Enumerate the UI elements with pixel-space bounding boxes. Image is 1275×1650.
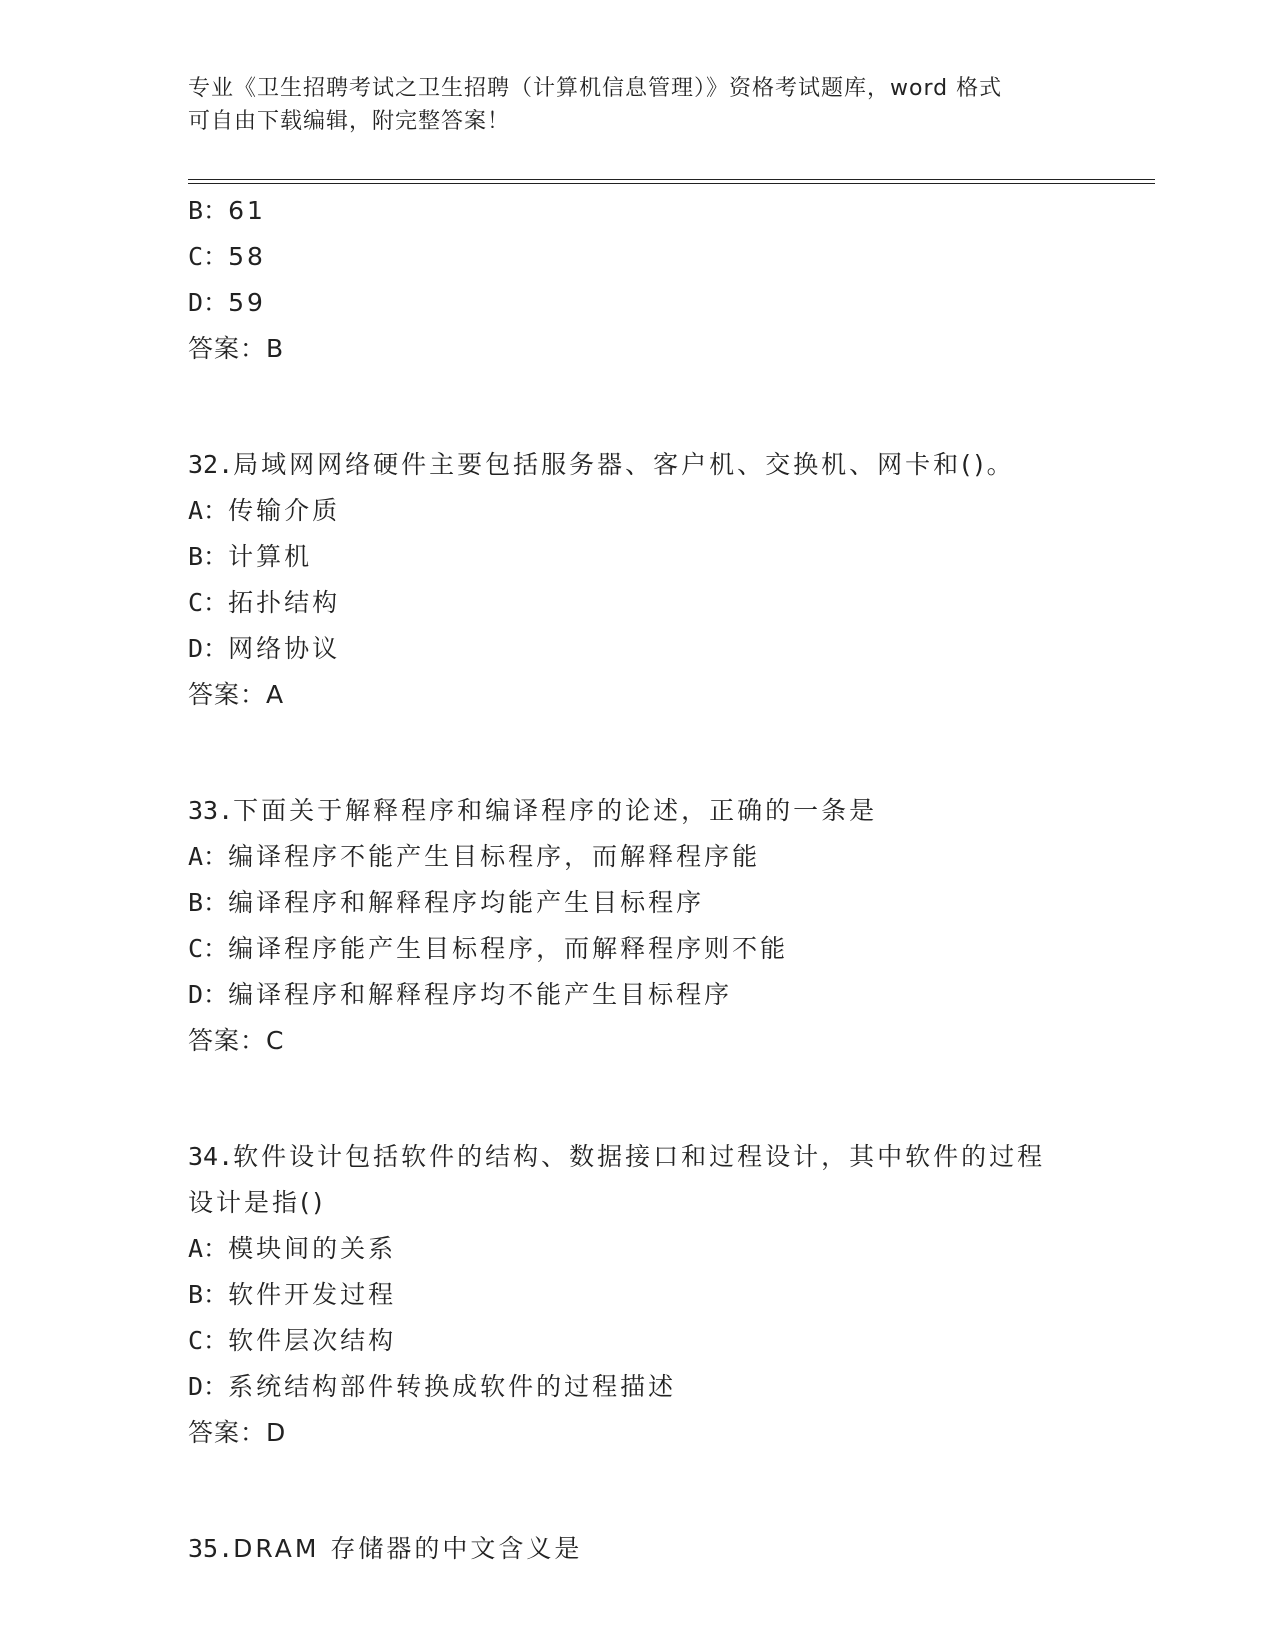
option-b: B：计算机 [188,542,313,571]
option-d: D：59 [188,288,266,317]
option-b: B：软件开发过程 [188,1280,397,1309]
answer-line: 答案：C [188,1026,285,1055]
option-d: D：系统结构部件转换成软件的过程描述 [188,1372,677,1401]
header-line-2: 可自由下载编辑，附完整答案！ [188,109,511,134]
option-a: A：传输介质 [188,496,341,525]
question-34-text-continued: 设计是指() [188,1188,326,1217]
option-c: C：软件层次结构 [188,1326,397,1355]
option-c: C：58 [188,242,266,271]
question-35-text: 35.DRAM 存储器的中文含义是 [188,1534,583,1563]
header-divider-top [188,179,1155,180]
option-c: C：编译程序能产生目标程序，而解释程序则不能 [188,934,789,963]
option-d: D：编译程序和解释程序均不能产生目标程序 [188,980,733,1009]
question-32-text: 32.局域网网络硬件主要包括服务器、客户机、交换机、网卡和()。 [188,450,1015,479]
answer-line: 答案：B [188,334,285,363]
question-list [188,188,1088,1572]
option-b: B：61 [188,196,266,225]
question-34-text: 34.软件设计包括软件的结构、数据接口和过程设计，其中软件的过程 [188,1142,1046,1171]
spacer [188,718,1088,788]
option-a: A：编译程序不能产生目标程序，而解释程序能 [188,842,761,871]
question-33-text: 33.下面关于解释程序和编译程序的论述，正确的一条是 [188,796,878,825]
header-divider-bottom [188,183,1155,184]
header-line-1: 专业《卫生招聘考试之卫生招聘（计算机信息管理）》资格考试题库，word 格式 [188,76,1003,101]
option-c: C：拓扑结构 [188,588,341,617]
spacer [188,372,1088,442]
option-a: A：模块间的关系 [188,1234,397,1263]
answer-line: 答案：A [188,680,285,709]
spacer [188,1064,1088,1134]
option-d: D：网络协议 [188,634,341,663]
document-header [188,72,1068,138]
spacer [188,1456,1088,1526]
answer-line: 答案：D [188,1418,287,1447]
option-b: B：编译程序和解释程序均能产生目标程序 [188,888,705,917]
